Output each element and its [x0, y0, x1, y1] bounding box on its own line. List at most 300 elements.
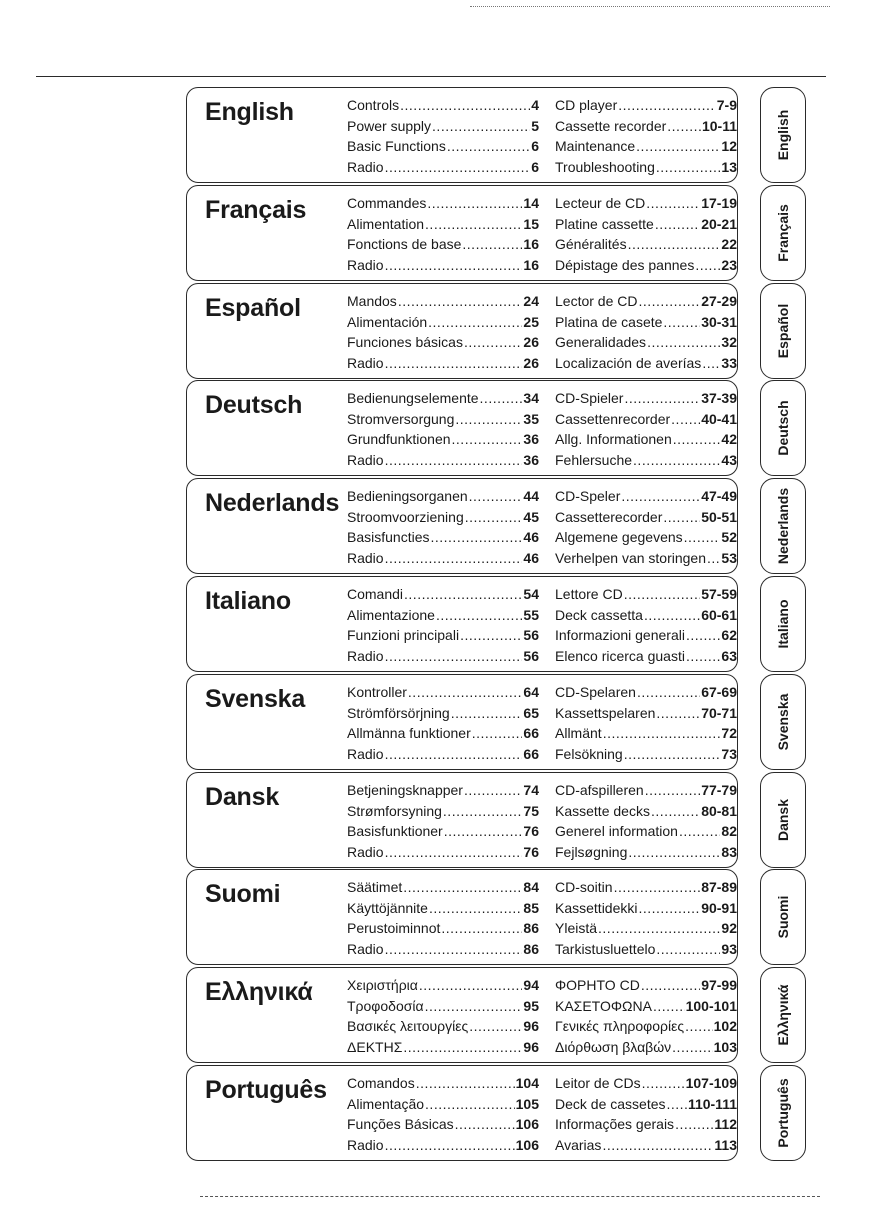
toc-entry-page: 66 — [523, 745, 539, 762]
toc-entry-page: 100-101 — [685, 997, 737, 1014]
toc-entry-page: 93 — [721, 940, 737, 957]
dot-leader — [642, 1073, 685, 1094]
toc-entry — [347, 1114, 539, 1135]
dot-leader — [655, 214, 700, 235]
dot-leader — [614, 877, 701, 898]
toc-entry — [555, 332, 737, 353]
toc-entry-page: 43 — [721, 451, 737, 468]
toc-entry — [555, 744, 737, 765]
toc-entry-page: 15 — [523, 215, 539, 232]
contents-column — [555, 682, 737, 764]
toc-entry-page: 75 — [523, 802, 539, 819]
dot-leader — [624, 388, 700, 409]
toc-entry — [555, 507, 737, 528]
dot-leader — [618, 95, 716, 116]
toc-entry — [555, 605, 737, 626]
toc-entry-page: 42 — [721, 431, 737, 447]
toc-entry-page: 70-71 — [701, 704, 737, 721]
toc-entry-title: Basisfuncties — [347, 529, 430, 545]
language-section — [186, 87, 738, 183]
toc-entry-page: 16 — [523, 236, 539, 252]
toc-entry — [347, 780, 539, 801]
toc-entry — [347, 353, 539, 374]
language-title: Dansk — [205, 783, 280, 811]
toc-entry — [555, 975, 737, 996]
dot-leader — [469, 486, 523, 507]
toc-entry-title: Troubleshooting — [555, 158, 655, 175]
toc-entry-title: Informações gerais — [555, 1116, 675, 1132]
toc-entry-title: Cassettenrecorder — [555, 410, 671, 427]
toc-entry — [347, 450, 539, 471]
dot-leader — [385, 842, 523, 863]
language-tab — [760, 1065, 806, 1161]
toc-entry-title: Generel information — [555, 823, 678, 839]
dot-leader — [480, 388, 523, 409]
toc-entry-title: Χειριστήρια — [347, 977, 418, 993]
toc-entry — [347, 821, 539, 842]
toc-entry — [347, 605, 539, 626]
toc-entry-title: Stroomvoorziening — [347, 508, 464, 525]
toc-entry — [555, 429, 737, 450]
toc-entry — [555, 625, 737, 646]
toc-entry-title: Lector de CD — [555, 293, 638, 309]
toc-entry — [347, 939, 539, 960]
toc-entry-page: 26 — [523, 334, 539, 350]
toc-entry-page: 96 — [523, 1018, 539, 1034]
toc-entry-page: 25 — [523, 313, 539, 330]
toc-entry-title: ΚΑΣΕΤΟΦΩΝΑ — [555, 997, 652, 1014]
toc-entry-title: Verhelpen van storingen — [555, 549, 706, 566]
dot-leader — [672, 1037, 712, 1058]
toc-entry — [347, 1094, 539, 1115]
toc-entry-page: 66 — [523, 725, 539, 741]
dot-leader — [633, 450, 720, 471]
language-section — [186, 967, 738, 1063]
dot-leader — [432, 116, 530, 137]
toc-entry-title: Basisfunktioner — [347, 823, 443, 839]
contents-column — [347, 291, 539, 373]
language-tab — [760, 967, 806, 1063]
language-tab-label: Dansk — [775, 798, 791, 842]
dot-leader — [638, 291, 700, 312]
toc-entry — [555, 255, 737, 276]
dot-leader — [447, 136, 530, 157]
toc-entry — [347, 996, 539, 1017]
toc-entry — [347, 507, 539, 528]
language-tab-label: Português — [775, 1078, 791, 1148]
toc-entry — [555, 939, 737, 960]
toc-entry — [347, 332, 539, 353]
toc-entry-page: 30-31 — [701, 313, 737, 330]
toc-entry-title: Kassettspelaren — [555, 704, 656, 721]
toc-entry-page: 4 — [531, 97, 539, 113]
dot-leader — [419, 975, 523, 996]
toc-entry-title: Radio — [347, 940, 384, 957]
toc-entry — [555, 898, 737, 919]
toc-entry-page: 46 — [523, 529, 539, 545]
toc-entry-title: Bedieningsorganen — [347, 488, 468, 504]
toc-entry-page: 104 — [515, 1075, 539, 1091]
contents-column — [347, 1073, 539, 1155]
toc-entry-page: 14 — [523, 195, 539, 211]
toc-entry — [347, 975, 539, 996]
contents-column — [347, 486, 539, 568]
toc-entry — [555, 646, 737, 667]
toc-entry-page: 32 — [721, 334, 737, 350]
toc-entry-title: CD player — [555, 97, 618, 113]
toc-entry-title: Funciones básicas — [347, 334, 463, 350]
toc-entry-page: 67-69 — [701, 684, 737, 700]
toc-entry — [347, 234, 539, 255]
toc-entry — [555, 548, 737, 569]
dot-leader — [671, 409, 700, 430]
toc-entry-page: 84 — [523, 879, 539, 895]
language-tab — [760, 478, 806, 574]
toc-entry-page: 112 — [714, 1116, 737, 1132]
toc-entry — [347, 486, 539, 507]
toc-entry-page: 17-19 — [701, 195, 737, 211]
toc-entry-title: Grundfunktionen — [347, 431, 451, 447]
toc-entry — [555, 703, 737, 724]
toc-entry — [555, 450, 737, 471]
toc-entry-title: Radio — [347, 451, 384, 468]
toc-entry-page: 36 — [523, 431, 539, 447]
toc-entry — [347, 1037, 539, 1058]
toc-entry-title: Betjeningsknapper — [347, 782, 463, 798]
toc-entry-page: 94 — [523, 977, 539, 993]
toc-entry-title: Power supply — [347, 117, 432, 134]
toc-entry — [347, 625, 539, 646]
toc-entry-title: Kassettidekki — [555, 899, 638, 916]
toc-entry-title: Localización de averías — [555, 354, 702, 371]
dot-leader — [628, 234, 721, 255]
language-section — [186, 1065, 738, 1161]
toc-entry-title: Allmänt — [555, 725, 602, 741]
dot-leader — [425, 214, 522, 235]
toc-entry-title: Säätimet — [347, 879, 403, 895]
toc-entry-page: 85 — [523, 899, 539, 916]
toc-entry-page: 7-9 — [716, 97, 737, 113]
toc-entry-page: 95 — [523, 997, 539, 1014]
toc-entry — [555, 312, 737, 333]
toc-entry — [347, 1016, 539, 1037]
toc-entry-title: Radio — [347, 647, 384, 664]
toc-entry-page: 106 — [515, 1136, 539, 1153]
dot-leader — [462, 234, 522, 255]
toc-entry-title: Βασικές λειτουργίες — [347, 1018, 469, 1034]
toc-entry-title: CD-Spieler — [555, 390, 624, 406]
toc-entry-page: 36 — [523, 451, 539, 468]
dot-leader — [460, 625, 522, 646]
dot-leader — [385, 450, 523, 471]
contents-column — [555, 486, 737, 568]
toc-entry — [555, 723, 737, 744]
language-tab — [760, 185, 806, 281]
dot-leader — [430, 527, 522, 548]
toc-entry-page: 74 — [523, 782, 539, 798]
toc-entry-page: 76 — [523, 843, 539, 860]
dot-leader — [663, 507, 700, 528]
toc-entry-title: Lettore CD — [555, 586, 623, 602]
toc-entry-title: Cassette recorder — [555, 117, 667, 134]
toc-entry-page: 45 — [523, 508, 539, 525]
contents-column — [347, 95, 539, 177]
dot-leader — [679, 821, 720, 842]
toc-entry-page: 92 — [721, 920, 737, 936]
language-section — [186, 674, 738, 770]
dot-leader — [464, 780, 522, 801]
language-title: Italiano — [205, 587, 291, 615]
toc-entry-page: 55 — [523, 606, 539, 623]
toc-entry — [555, 1073, 737, 1094]
toc-entry-page: 50-51 — [701, 508, 737, 525]
toc-entry-page: 73 — [721, 745, 737, 762]
toc-entry-title: Funções Básicas — [347, 1116, 454, 1132]
toc-entry-page: 77-79 — [701, 782, 737, 798]
toc-entry — [555, 409, 737, 430]
dot-leader — [398, 291, 523, 312]
dot-leader — [667, 116, 701, 137]
language-tab — [760, 772, 806, 868]
dot-leader — [707, 548, 720, 569]
toc-entry — [555, 136, 737, 157]
toc-entry — [555, 95, 737, 116]
toc-entry-title: Basic Functions — [347, 138, 446, 154]
language-tab-label: Deutsch — [775, 400, 791, 456]
toc-entry-title: Kassette decks — [555, 802, 650, 819]
dot-leader — [385, 646, 523, 667]
dot-leader — [651, 801, 700, 822]
language-tab-label: Italiano — [775, 599, 791, 649]
language-title: Svenska — [205, 685, 306, 713]
dot-leader — [385, 255, 523, 276]
contents-column — [555, 975, 737, 1057]
toc-entry — [347, 255, 539, 276]
dot-leader — [408, 682, 523, 703]
toc-entry-title: Strømforsyning — [347, 802, 442, 819]
toc-entry-page: 82 — [721, 823, 737, 839]
toc-entry — [555, 1016, 737, 1037]
toc-entry — [347, 918, 539, 939]
language-tab-label: Français — [775, 204, 791, 262]
toc-entry — [555, 1114, 737, 1135]
toc-entry-page: 62 — [721, 627, 737, 643]
toc-entry — [555, 996, 737, 1017]
toc-entry-title: Mandos — [347, 293, 397, 309]
toc-entry-page: 87-89 — [701, 879, 737, 895]
toc-entry — [347, 548, 539, 569]
dot-leader — [637, 682, 700, 703]
toc-entry — [347, 388, 539, 409]
dot-leader — [455, 1114, 515, 1135]
toc-entry-title: Strömförsörjning — [347, 704, 450, 721]
toc-entry-title: Commandes — [347, 195, 427, 211]
dot-leader — [385, 939, 523, 960]
toc-entry-title: Γενικές πληροφορίες — [555, 1018, 685, 1034]
language-tab-label: Español — [775, 303, 791, 359]
contents-column — [347, 193, 539, 275]
toc-entry — [347, 527, 539, 548]
toc-entry-title: Généralités — [555, 236, 627, 252]
contents-column — [555, 95, 737, 177]
toc-entry — [555, 353, 737, 374]
toc-entry-page: 33 — [721, 354, 737, 371]
dot-leader — [385, 353, 523, 374]
toc-entry-title: Comandi — [347, 586, 404, 602]
dot-leader — [603, 723, 721, 744]
dot-leader — [385, 1135, 515, 1156]
toc-entry-title: Allg. Informationen — [555, 431, 672, 447]
toc-entry-title: Radio — [347, 354, 384, 371]
dot-leader — [403, 877, 522, 898]
toc-entry — [347, 409, 539, 430]
toc-entry-title: Bedienungselemente — [347, 390, 479, 406]
toc-entry-title: Allmänna funktioner — [347, 725, 471, 741]
toc-entry-title: Lecteur de CD — [555, 195, 646, 211]
language-section — [186, 869, 738, 965]
toc-entry — [347, 95, 539, 116]
toc-entry-page: 37-39 — [701, 390, 737, 406]
toc-entry-page: 86 — [523, 940, 539, 957]
toc-entry-title: Radio — [347, 549, 384, 566]
toc-entry-page: 46 — [523, 549, 539, 566]
toc-entry-title: CD-Spelaren — [555, 684, 636, 700]
toc-entry-title: Comandos — [347, 1075, 415, 1091]
dot-leader — [400, 95, 530, 116]
language-title: Português — [205, 1076, 327, 1104]
contents-column — [347, 975, 539, 1057]
language-section — [186, 380, 738, 476]
toc-entry — [555, 214, 737, 235]
toc-entry-page: 97-99 — [701, 977, 737, 993]
toc-entry-page: 57-59 — [701, 586, 737, 602]
language-title: Français — [205, 196, 307, 224]
toc-entry-page: 13 — [721, 158, 737, 175]
toc-entry-title: Käyttöjännite — [347, 899, 428, 916]
toc-entry-title: Yleistä — [555, 920, 598, 936]
dot-leader — [636, 136, 720, 157]
toc-entry-page: 53 — [721, 549, 737, 566]
toc-entry-title: Alimentation — [347, 215, 425, 232]
toc-entry — [347, 291, 539, 312]
dot-leader — [598, 918, 720, 939]
dot-leader — [385, 157, 531, 178]
toc-entry-title: ΦΟΡΗΤΟ CD — [555, 977, 640, 993]
contents-column — [555, 877, 737, 959]
dot-leader — [469, 1016, 522, 1037]
language-section — [186, 283, 738, 379]
toc-entry-page: 23 — [721, 256, 737, 273]
toc-entry-title: Elenco ricerca guasti — [555, 647, 685, 664]
toc-entry — [347, 312, 539, 333]
dot-leader — [472, 723, 523, 744]
toc-entry — [347, 584, 539, 605]
toc-entry-title: Radio — [347, 158, 384, 175]
dot-leader — [444, 821, 523, 842]
toc-entry-page: 6 — [531, 158, 539, 175]
toc-entry-title: Stromversorgung — [347, 410, 455, 427]
toc-entry-page: 10-11 — [701, 117, 737, 134]
toc-entry — [347, 1135, 539, 1156]
toc-entry-page: 102 — [713, 1018, 737, 1034]
dot-leader — [443, 801, 523, 822]
dot-leader — [403, 1037, 522, 1058]
toc-entry — [555, 918, 737, 939]
dot-leader — [451, 703, 523, 724]
dot-leader — [602, 1135, 713, 1156]
dot-leader — [425, 996, 523, 1017]
dot-leader — [646, 193, 700, 214]
contents-column — [555, 193, 737, 275]
toc-entry-page: 107-109 — [685, 1075, 737, 1091]
toc-entry-title: Felsökning — [555, 745, 623, 762]
dot-leader — [385, 548, 523, 569]
dot-leader — [653, 996, 685, 1017]
language-tab-label: Suomi — [775, 895, 791, 939]
language-tab — [760, 869, 806, 965]
toc-entry — [555, 682, 737, 703]
toc-entry-title: Radio — [347, 256, 384, 273]
dot-leader — [429, 898, 522, 919]
toc-entry-page: 27-29 — [701, 293, 737, 309]
contents-column — [347, 780, 539, 862]
contents-column — [555, 780, 737, 862]
dot-leader — [638, 898, 700, 919]
dot-leader — [695, 255, 720, 276]
toc-entry — [555, 527, 737, 548]
toc-entry — [555, 584, 737, 605]
language-title: Suomi — [205, 880, 281, 908]
language-tab-label: Nederlands — [775, 487, 791, 565]
toc-entry — [555, 486, 737, 507]
dot-leader — [455, 409, 522, 430]
dot-leader — [404, 584, 522, 605]
language-title: Deutsch — [205, 391, 303, 419]
dot-leader — [624, 744, 721, 765]
contents-column — [347, 682, 539, 764]
toc-entry — [347, 193, 539, 214]
toc-entry — [347, 646, 539, 667]
toc-entry — [347, 801, 539, 822]
toc-entry-title: Controls — [347, 97, 400, 113]
contents-column — [347, 388, 539, 470]
toc-entry — [347, 744, 539, 765]
dot-leader — [621, 486, 700, 507]
language-tab — [760, 380, 806, 476]
toc-entry-title: Radio — [347, 745, 384, 762]
toc-entry-title: Alimentación — [347, 313, 428, 330]
toc-entry — [347, 1073, 539, 1094]
toc-entry — [555, 780, 737, 801]
toc-entry — [347, 842, 539, 863]
dot-leader — [425, 1094, 515, 1115]
toc-entry — [347, 898, 539, 919]
dot-leader — [656, 703, 700, 724]
toc-entry-page: 103 — [713, 1038, 737, 1055]
toc-entry-title: Tarkistusluettelo — [555, 940, 656, 957]
toc-entry — [347, 429, 539, 450]
toc-entry-page: 54 — [523, 586, 539, 602]
toc-entry — [555, 1094, 737, 1115]
toc-entry — [347, 723, 539, 744]
toc-entry-page: 56 — [523, 647, 539, 664]
language-tab — [760, 87, 806, 183]
toc-entry-page: 72 — [721, 725, 737, 741]
toc-entry — [555, 157, 737, 178]
dot-leader — [667, 1094, 687, 1115]
language-tab-label: Svenska — [775, 693, 791, 751]
dot-leader — [624, 584, 700, 605]
